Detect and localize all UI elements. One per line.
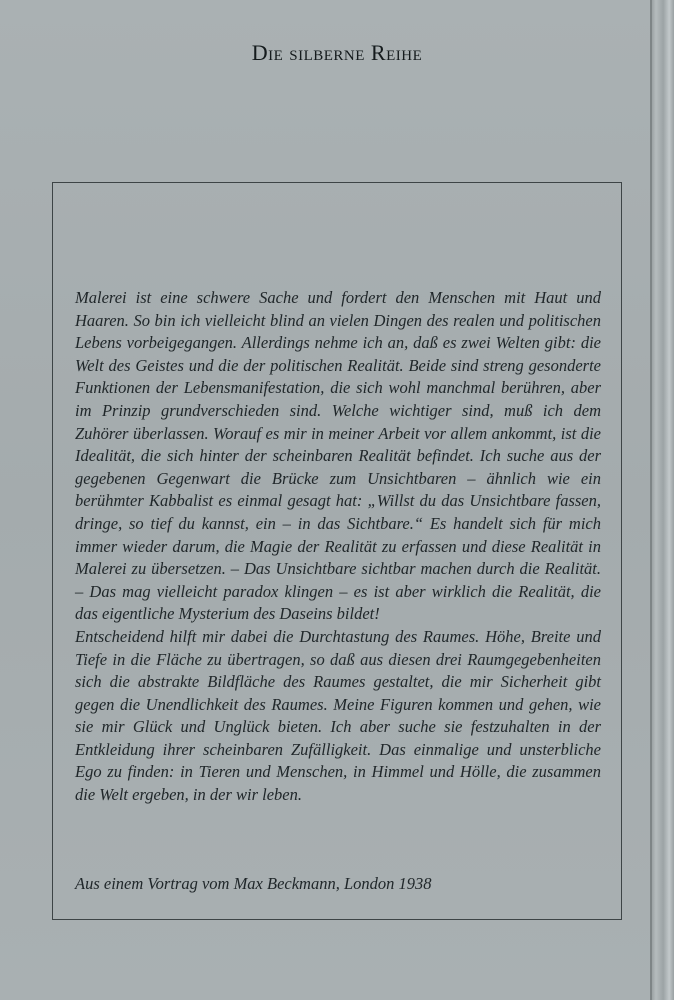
quote-body [75, 287, 601, 807]
series-title: Die silberne Reihe [251, 40, 423, 65]
book-spine [650, 0, 674, 1000]
quote-attribution: Aus einem Vortrag vom Max Beckmann, London 1938 [75, 874, 432, 893]
quote-paragraph-1: Malerei ist eine schwere Sache und fordert den Menschen mit Haut und Haaren. So bin ich vielleicht blind an vielen Dingen des realen und politischen Lebens vorbeigegangen. Allerdings nehme ich an, daß es zwei Welten gibt: die Welt des Geistes und die der politischen Realität. Beide sind streng gesonderte Funktionen der Lebensmanifestation, die sich wohl manchmal berühren, aber im Prinzip grundverschieden sind. Welche wichtiger sind, muß ich dem Zuhörer überlassen. Worauf es mir in meiner Arbeit vor allem ankommt, ist die Idealität, die sich hinter der scheinbaren Realität befindet. Ich suche aus der gegebenen Gegenwart die Brücke zum Unsichtbaren – ähnlich wie ein berühmter Kabbalist es einmal gesagt hat: „Willst du das Unsichtbare fassen, dringe, so tief du kannst, ein – in das Sichtbare.“ Es handelt sich für mich immer wieder darum, die Magie der Realität zu erfassen und diese Realität in Malerei zu übersetzen. – Das Unsichtbare sichtbar machen durch die Realität. – Das mag vielleicht paradox klingen – es ist aber wirklich die Realität, die das eigentliche Mysterium des Daseins bildet! [75, 288, 601, 624]
quote-paragraph-2: Entscheidend hilft mir dabei die Durchtastung des Raumes. Höhe, Breite und Tiefe in die Fläche zu übertragen, so daß aus diesen drei Raumgegebenheiten sich die abstrakte Bildfläche des Raumes gestaltet, die mir Sicherheit gibt gegen die Unendlichkeit des Raumes. Meine Figuren kommen und gehen, wie sie mir Glück und Unglück bieten. Ich aber suche sie festzuhalten in der Entkleidung ihrer scheinbaren Zufälligkeit. Das einmalige und unsterbliche Ego zu finden: in Tieren und Menschen, in Himmel und Hölle, die zusammen die Welt ergeben, in der wir leben. [75, 626, 601, 805]
spine-groove [650, 0, 652, 1000]
